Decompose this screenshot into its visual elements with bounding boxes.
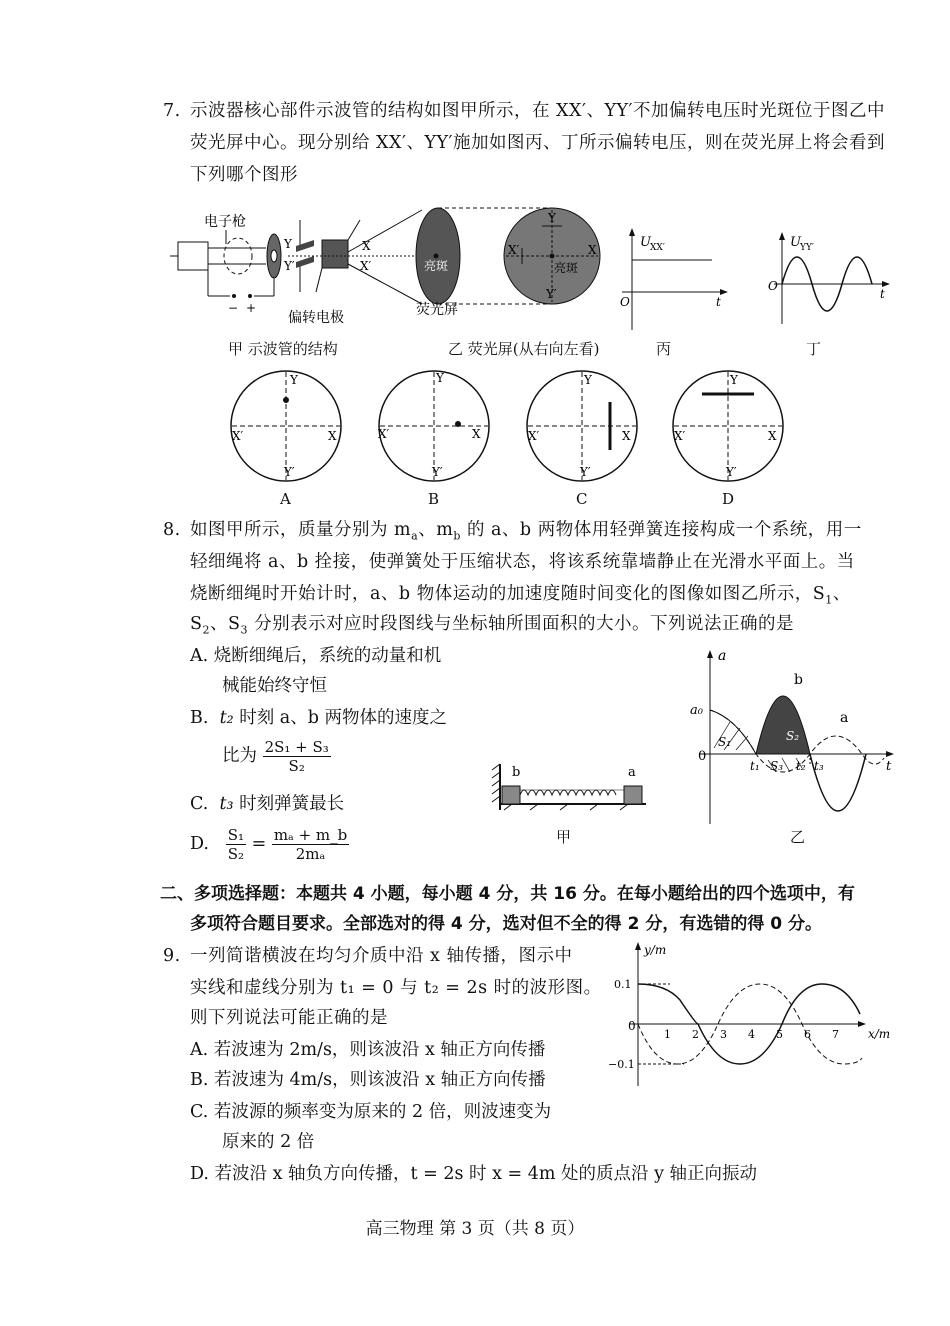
svg-text:Y′: Y′ (726, 465, 737, 479)
q8-option-b-line1: B. t₂ 时刻 a、b 两物体的速度之 (190, 708, 447, 728)
svg-text:Y′: Y′ (546, 287, 557, 301)
svg-text:X′: X′ (360, 259, 372, 273)
svg-text:O: O (768, 279, 778, 293)
svg-text:−0.1: −0.1 (608, 1058, 635, 1071)
q9-option-c-line2: 原来的 2 倍 (222, 1132, 315, 1152)
svg-text:2: 2 (692, 1028, 699, 1041)
q8-option-b-line2: 比为 $\frac{\text{2S₁ + S₃}}{\text{S₂}}$ (222, 738, 329, 775)
svg-text:0: 0 (698, 749, 707, 764)
voltage-xx-graph (612, 226, 732, 336)
svg-text:X: X (328, 429, 337, 443)
svg-text:Y: Y (584, 373, 592, 387)
svg-text:x/m: x/m (868, 1027, 891, 1041)
q8-text-line3: 烧断细绳时开始计时，a、b 物体运动的加速度随时间变化的图像如图乙所示，$S_1$、 (190, 584, 851, 607)
svg-text:X′: X′ (528, 429, 540, 443)
svg-text:b: b (512, 765, 521, 780)
svg-text:6: 6 (804, 1028, 811, 1041)
q7-number: 7. (163, 101, 181, 121)
svg-text:S₂: S₂ (786, 729, 800, 743)
svg-text:Y: Y (290, 373, 298, 387)
q8-text-line2: 轻细绳将 a、b 拴接，使弹簧处于压缩状态，将该系统靠墙静止在光滑水平面上。当 (190, 552, 855, 572)
q8-text-line4: $S_2$、$S_3$ 分别表示对应时段图线与坐标轴所围面积的大小。下列说法正确的是 (190, 614, 795, 637)
choice-c-screen (527, 371, 637, 481)
svg-text:X′: X′ (378, 427, 390, 441)
svg-text:亮斑: 亮斑 (554, 261, 579, 275)
svg-text:t₂: t₂ (796, 759, 806, 773)
svg-text:4: 4 (748, 1028, 755, 1041)
choice-a-label: A (280, 490, 291, 508)
svg-text:Y: Y (730, 373, 738, 387)
choice-a-screen (231, 371, 341, 481)
spring-system-figure (490, 760, 650, 816)
choice-c-label: C (576, 490, 588, 508)
svg-text:亮斑: 亮斑 (424, 259, 449, 273)
voltage-yy-graph (764, 230, 894, 326)
svg-text:X: X (588, 243, 597, 257)
q7-text-line1: 示波器核心部件示波管的结构如图甲所示，在 XX′、YY′不加偏转电压时光斑位于图乙中 (190, 101, 886, 121)
svg-text:b: b (794, 672, 803, 688)
choice-b-label: B (428, 490, 440, 508)
svg-text:X: X (622, 429, 631, 443)
svg-text:−: − (228, 301, 239, 315)
svg-text:Y′: Y′ (580, 465, 591, 479)
q9-text-line1: 一列简谐横波在均匀介质中沿 x 轴传播，图示中 (190, 946, 573, 966)
svg-text:X: X (362, 239, 371, 253)
svg-text:X′: X′ (508, 243, 520, 257)
svg-text:t: t (880, 287, 885, 301)
fig-jia-caption: 甲 示波管的结构 (228, 340, 338, 358)
svg-text:Y: Y (284, 237, 292, 251)
svg-text:S₁: S₁ (718, 735, 732, 749)
fig-ding-caption: 丁 (806, 340, 822, 358)
svg-text:1: 1 (664, 1028, 671, 1041)
q9-option-c-line1: C. 若波源的频率变为原来的 2 倍，则波速变为 (190, 1102, 552, 1122)
section2-heading-line1: 二、多项选择题：本题共 4 小题，每小题 4 分，共 16 分。在每小题给出的四个选项中，有 (160, 884, 855, 904)
svg-text:7: 7 (832, 1028, 839, 1041)
q9-number: 9. (163, 946, 181, 966)
svg-text:U: U (640, 235, 651, 250)
choice-d-label: D (722, 490, 735, 508)
svg-text:y/m: y/m (644, 943, 667, 957)
svg-text:O: O (620, 295, 630, 309)
svg-text:Y′: Y′ (284, 259, 295, 273)
q7-choice-screens (226, 368, 826, 486)
svg-text:X: X (768, 429, 777, 443)
page-footer: 高三物理 第 3 页（共 8 页） (365, 1219, 585, 1239)
svg-text:a: a (718, 648, 727, 664)
q8-option-a-line2: 械能始终守恒 (222, 676, 327, 696)
svg-text:a: a (840, 710, 849, 726)
wave-graph (600, 940, 900, 1090)
svg-text:X′: X′ (674, 429, 686, 443)
q8-number: 8. (163, 520, 181, 540)
svg-text:t₁: t₁ (750, 759, 760, 773)
q8-text-line1: 如图甲所示，质量分别为 $m_a$、$m_b$ 的 a、b 两物体用轻弹簧连接构成一个系统，用一 (190, 520, 862, 543)
svg-text:3: 3 (720, 1028, 727, 1041)
svg-text:Y: Y (548, 211, 556, 225)
svg-text:a₀: a₀ (690, 703, 703, 718)
fig-yi-caption: 乙 荧光屏(从右向左看) (448, 340, 600, 358)
q8-option-c: C. t₃ 时刻弹簧最长 (190, 794, 345, 814)
svg-text:YY′: YY′ (800, 243, 814, 253)
q8-fig-yi-caption: 乙 (790, 828, 806, 846)
svg-text:5: 5 (776, 1028, 783, 1041)
svg-text:XX′: XX′ (650, 243, 665, 253)
choice-d-screen (673, 371, 783, 481)
q9-text-line2: 实线和虚线分别为 t₁ = 0 与 t₂ = 2s 时的波形图。 (190, 978, 602, 998)
q9-option-a: A. 若波速为 2m/s，则该波沿 x 轴正方向传播 (190, 1040, 546, 1060)
svg-text:t: t (886, 759, 892, 774)
q8-fig-jia-caption: 甲 (556, 828, 572, 846)
q7-text-line2: 荧光屏中心。现分别给 XX′、YY′施加如图丙、丁所示偏转电压，则在荧光屏上将会看到 (190, 133, 886, 153)
svg-text:0.1: 0.1 (614, 978, 632, 991)
svg-text:X′: X′ (232, 429, 244, 443)
svg-text:Y′: Y′ (284, 465, 295, 479)
electron-gun-label: 电子枪 (204, 214, 246, 230)
oscilloscope-tube-figure (170, 200, 610, 350)
svg-text:U: U (790, 235, 801, 250)
svg-text:t: t (716, 295, 721, 309)
q9-text-line3: 则下列说法可能正确的是 (190, 1008, 388, 1028)
q9-option-d: D. 若波沿 x 轴负方向传播，t = 2s 时 x = 4m 处的质点沿 y 轴正向振动 (190, 1164, 758, 1184)
deflect-electrode-label: 偏转电极 (288, 310, 344, 326)
q8-option-d: D. $\frac{\text{S₁}}{\text{S₂}}$ = $\frac{\text{mₐ + m\_b}}{\text{2mₐ}}$ (190, 826, 348, 863)
svg-text:Y: Y (436, 371, 444, 385)
svg-text:t₃: t₃ (814, 759, 824, 773)
svg-text:0: 0 (628, 1019, 636, 1033)
svg-text:Y′: Y′ (432, 465, 443, 479)
fig-bing-caption: 丙 (656, 340, 672, 358)
choice-b-screen (378, 371, 489, 481)
section2-heading-line2: 多项符合题目要求。全部选对的得 4 分，选对但不全的得 2 分，有选错的得 0 分。 (190, 914, 822, 934)
svg-text:a: a (628, 765, 636, 780)
q7-text-line3: 下列哪个图形 (190, 165, 298, 185)
svg-text:X: X (472, 427, 481, 441)
q9-option-b: B. 若波速为 4m/s，则该波沿 x 轴正方向传播 (190, 1070, 546, 1090)
svg-text:S₃: S₃ (770, 759, 784, 773)
acceleration-time-graph (690, 648, 900, 828)
svg-text:+: + (246, 301, 257, 315)
q8-option-a-line1: A. 烧断细绳后，系统的动量和机 (190, 646, 442, 666)
screen-label: 荧光屏 (416, 302, 458, 318)
